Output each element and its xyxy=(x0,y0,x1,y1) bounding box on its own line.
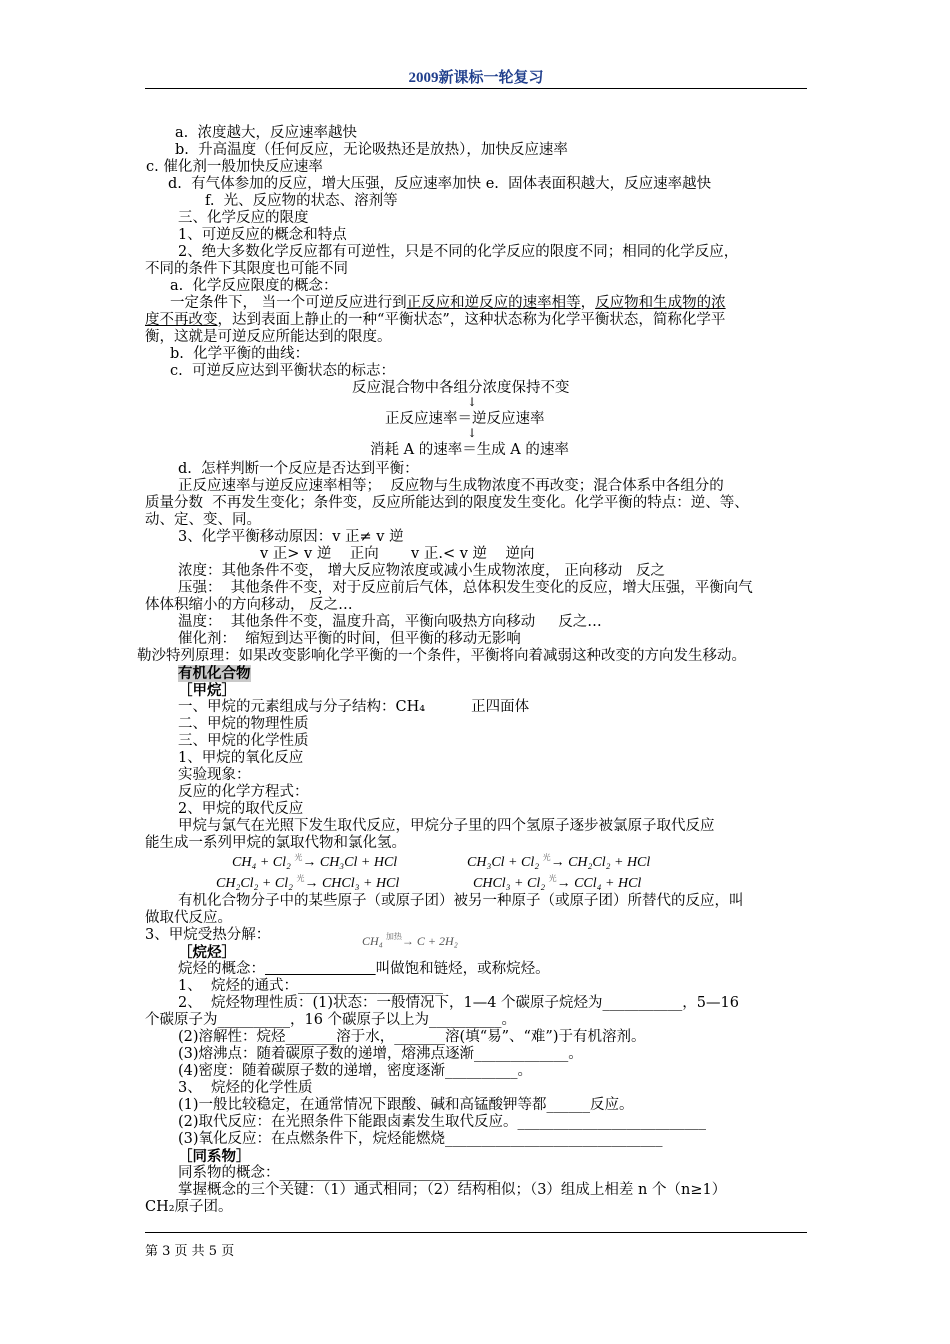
text-line: d. 有气体参加的反应，增大压强，反应速率加快 e. 固体表面积越大，反应速率越快 xyxy=(168,176,712,192)
text-line: 动、定、变、同。 xyxy=(145,512,261,528)
chemical-equation: CH₄ $^{加热}$→ C + 2H₂ xyxy=(362,932,458,948)
text-line: 质量分数 不再发生变化；条件变，反应所能达到的限度发生变化。化学平衡的特点：逆、等、 xyxy=(145,495,749,511)
text-line: 三、化学反应的限度 xyxy=(178,210,309,226)
text-line: 一、甲烷的元素组成与分子结构：CH₄ 正四面体 xyxy=(178,699,530,715)
flow-step: 反应混合物中各组分浓度保持不变 xyxy=(352,380,570,396)
text-line: 浓度：其他条件不变， 增大反应物浓度或减小生成物浓度， 正向移动 反之 xyxy=(178,563,666,579)
text-line: CH₂原子团。 xyxy=(145,1199,233,1215)
subsection-heading: ［烷烃］ xyxy=(178,944,236,961)
text-line: 2、绝大多数化学反应都有可逆性，只是不同的化学反应的限度不同；相同的化学反应， xyxy=(178,244,739,260)
text-line: 度不再改变，达到表面上静止的一种“平衡状态”，这种状态称为化学平衡状态，简称化学平 xyxy=(145,312,726,328)
text-line: c. 可逆反应达到平衡状态的标志： xyxy=(170,363,395,379)
text-line: 个碳原子为__________，16 个碳原子以上为__________。 xyxy=(145,1012,517,1028)
text-line: 体体积缩小的方向移动， 反之… xyxy=(145,597,353,613)
page-header-title: 2009新课标一轮复习 xyxy=(408,70,544,86)
text-line: 甲烷与氯气在光照下发生取代反应，甲烷分子里的四个氢原子逐步被氯原子取代反应 xyxy=(178,818,715,834)
text-line: 催化剂： 缩短到达平衡的时间，但平衡的移动无影响 xyxy=(178,631,521,647)
underlined-phrase: 度不再改变 xyxy=(145,312,218,328)
text-line: d. 怎样判断一个反应是否达到平衡： xyxy=(178,461,419,477)
text-line: 实验现象： xyxy=(178,767,251,783)
text-line: 掌握概念的三个关键：（1）通式相同；（2）结构相似；（3）组成上相差 n 个（n≥1） xyxy=(178,1182,727,1198)
text-line: c. 催化剂一般加快反应速率 xyxy=(146,159,323,175)
text-line: 3、化学平衡移动原因：v 正≠ v 逆 xyxy=(178,529,404,545)
text-line: 二、甲烷的物理性质 xyxy=(178,716,309,732)
text-line: 2、甲烷的取代反应 xyxy=(178,801,304,817)
text-line: 不同的条件下其限度也可能不同 xyxy=(145,261,348,277)
flow-step: 正反应速率＝逆反应速率 xyxy=(385,411,545,427)
footer-divider xyxy=(145,1232,807,1233)
text-line: b. 升高温度（任何反应，无论吸热还是放热），加快反应速率 xyxy=(175,142,568,158)
text-line: 同系物的概念：______________________________ xyxy=(178,1165,497,1181)
chemical-equation: CH₃Cl + Cl₂ $^光$→ CH₂Cl₂ + HCl xyxy=(467,853,651,870)
text-line: 温度： 其他条件不变，温度升高，平衡向吸热方向移动 反之… xyxy=(178,614,602,630)
page-footer: 第 3 页 共 5 页 xyxy=(145,1244,235,1259)
blank-field xyxy=(265,961,376,977)
subsection-heading: ［同系物］ xyxy=(178,1148,251,1165)
down-arrow-icon: ↓ xyxy=(467,426,478,440)
chemical-equation: CHCl₃ + Cl₂ $^光$→ CCl₄ + HCl xyxy=(473,874,642,891)
text-line: (2)取代反应：在光照条件下能跟卤素发生取代反应。__________________________ xyxy=(178,1114,707,1130)
text-line: (3)氧化反应：在点燃条件下，烷烃能燃烧______________________________ xyxy=(178,1131,663,1147)
chemical-equation: CH₂Cl₂ + Cl₂ $^光$→ CHCl₃ + HCl xyxy=(216,874,400,891)
text-line: 衡，这就是可逆反应所能达到的限度。 xyxy=(145,329,392,345)
text-line: 烷烃的概念： 叫做饱和链烃，或称烷烃。 xyxy=(178,961,550,977)
text-line: v 正> v 逆 正向 v 正.< v 逆 逆向 xyxy=(260,546,535,562)
text-line: 三、甲烷的化学性质 xyxy=(178,733,309,749)
text-line: 压强： 其他条件不变，对于反应前后气体，总体积发生变化的反应，增大压强，平衡向气 xyxy=(178,580,753,596)
text-line: 做取代反应。 xyxy=(145,910,232,926)
subsection-heading: ［甲烷］ xyxy=(178,682,236,699)
header-divider xyxy=(145,88,807,89)
text-line: 一定条件下， 当一个可逆反应进行到正反应和逆反应的速率相等，反应物和生成物的浓 xyxy=(170,295,726,311)
section-heading: 有机化合物 xyxy=(178,665,251,682)
text-line: (4)密度：随着碳原子数的递增，密度逐渐__________。 xyxy=(178,1063,533,1079)
text-line: a. 化学反应限度的概念： xyxy=(170,278,338,294)
underlined-phrase: 正反应和逆反应的速率相等 xyxy=(406,295,581,311)
text-line: 勒沙特列原理：如果改变影响化学平衡的一个条件，平衡将向着减弱这种改变的方向发生移动。 xyxy=(137,648,746,664)
text-line: 3、 烷烃的化学性质 xyxy=(178,1080,313,1096)
text-line: f. 光、反应物的状态、溶剂等 xyxy=(205,193,398,209)
flow-step: 消耗 A 的速率＝生成 A 的速率 xyxy=(370,442,569,458)
text-line: 反应的化学方程式： xyxy=(178,784,309,800)
text-line: (2)溶解性：烷烃_______溶于水，_______溶(填“易”、“难”)于有机溶剂。 xyxy=(178,1029,646,1045)
text-line: 3、甲烷受热分解： xyxy=(145,927,271,943)
down-arrow-icon: ↓ xyxy=(467,395,478,409)
text-line: 能生成一系列甲烷的氯取代物和氯化氢。 xyxy=(145,835,406,851)
text-line: 2、 烷烃物理性质：(1)状态：一般情况下，1—4 个碳原子烷烃为___________，5—16 xyxy=(178,995,739,1011)
text-line: (3)熔沸点：随着碳原子数的递增，熔沸点逐渐_____________。 xyxy=(178,1046,583,1062)
underlined-phrase: 反应物和生成物的浓 xyxy=(595,295,726,311)
text-line: 正反应速率与逆反应速率相等； 反应物与生成物浓度不再改变；混合体系中各组分的 xyxy=(178,478,724,494)
text-line: a. 浓度越大，反应速率越快 xyxy=(175,125,357,141)
text-line: 1、甲烷的氧化反应 xyxy=(178,750,304,766)
text-line: 1、 烷烃的通式：____________________ xyxy=(178,978,443,994)
text-line: (1)一般比较稳定，在通常情况下跟酸、碱和高锰酸钾等都______反应。 xyxy=(178,1097,634,1113)
text-line: 有机化合物分子中的某些原子（或原子团）被另一种原子（或原子团）所替代的反应，叫 xyxy=(178,893,744,909)
chemical-equation: CH₄ + Cl₂ $^光$→ CH₃Cl + HCl xyxy=(232,853,398,870)
text-line: 1、可逆反应的概念和特点 xyxy=(178,227,347,243)
text-line: b. 化学平衡的曲线： xyxy=(170,346,310,362)
